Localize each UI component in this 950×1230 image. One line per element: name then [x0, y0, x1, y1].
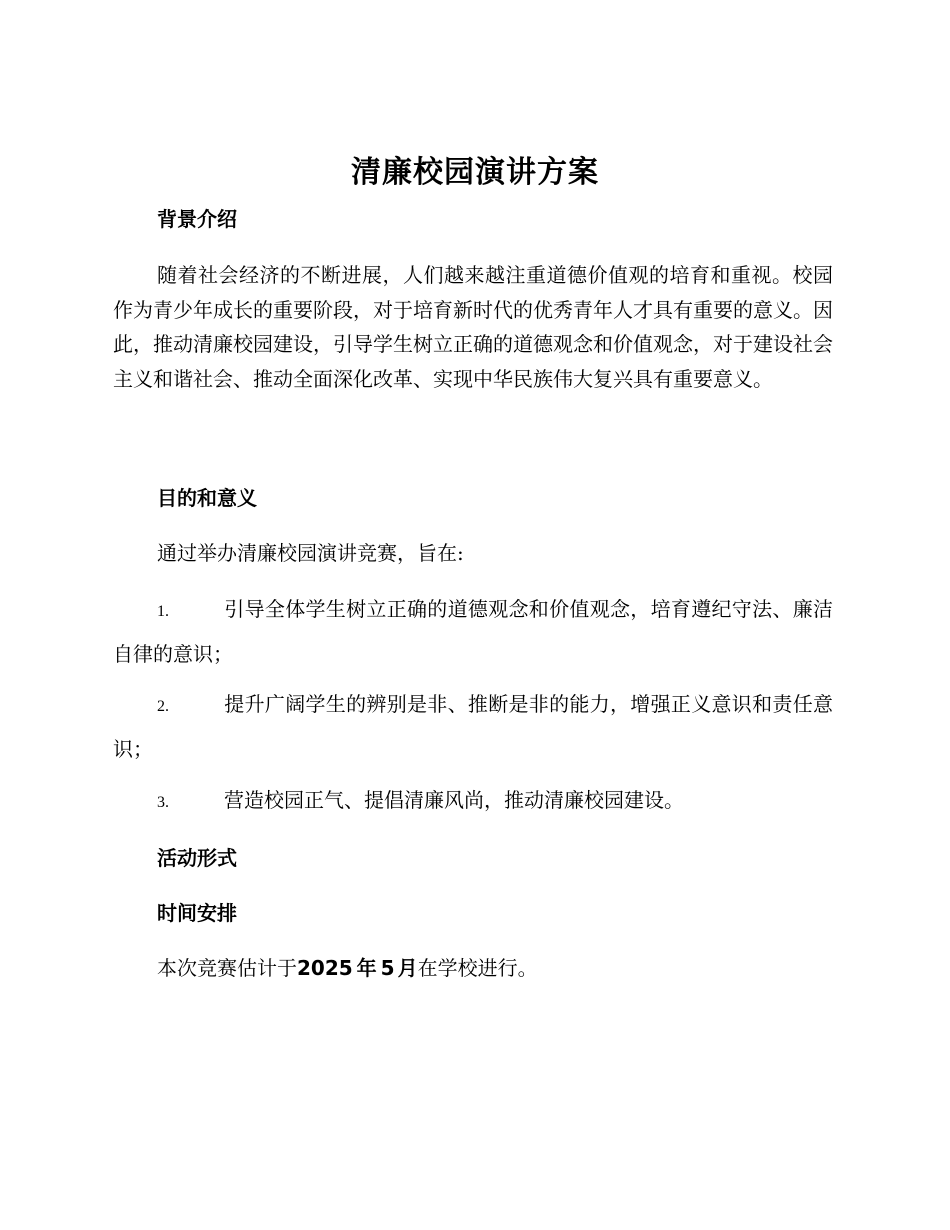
document-title: 清廉校园演讲方案 — [351, 155, 599, 190]
list-number: 2. — [157, 698, 169, 715]
schedule-year-unit: 年 — [356, 956, 377, 980]
section-heading-schedule: 时间安排 — [157, 901, 237, 925]
purpose-list-item-2 — [113, 683, 833, 771]
section-heading-format: 活动形式 — [157, 846, 237, 870]
purpose-intro: 通过举办清廉校园演讲竞赛，旨在: — [157, 541, 464, 565]
schedule-text-before: 本次竞赛估计于 — [157, 956, 297, 980]
list-item-text: 引导全体学生树立正确的道德观念和价值观念，培育遵纪守法、廉洁自律的意识； — [113, 597, 833, 666]
schedule-year: 2025 — [297, 956, 353, 980]
schedule-month: 5 — [380, 956, 395, 980]
list-item-text: 提升广阔学生的辨别是非、推断是非的能力，增强正义意识和责任意识； — [113, 692, 833, 761]
list-number: 1. — [157, 603, 169, 620]
purpose-list-item-1 — [113, 588, 833, 676]
list-item-text: 营造校园正气、提倡清廉风尚，推动清廉校园建设。 — [224, 788, 684, 812]
background-paragraph: 随着社会经济的不断进展，人们越来越注重道德价值观的培育和重视。校园作为青少年成长的重要阶段，对于培育新时代的优秀青年人才具有重要的意义。因此，推动清廉校园建设，引导学生树立正确的道德观念和价值观念，对于建设社会主义和谐社会、推动全面深化改革、实现中华民族伟大复兴具有重要意义。 — [113, 263, 833, 391]
schedule-paragraph — [113, 951, 833, 986]
purpose-list-item-3 — [113, 779, 833, 824]
schedule-month-unit: 月 — [397, 956, 418, 980]
section-heading-purpose: 目的和意义 — [157, 486, 257, 510]
section-heading-background: 背景介绍 — [157, 207, 237, 231]
list-number: 3. — [157, 794, 169, 811]
schedule-text-after: 在学校进行。 — [417, 956, 538, 980]
